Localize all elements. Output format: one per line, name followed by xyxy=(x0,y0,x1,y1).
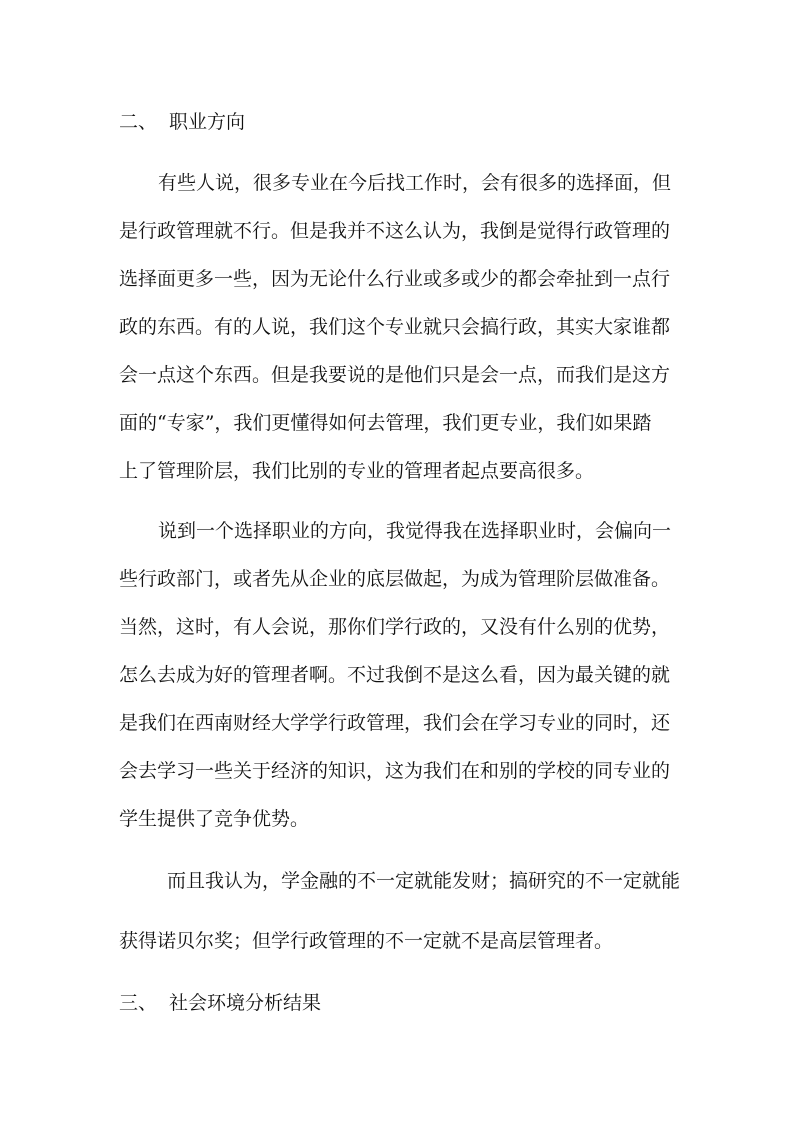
paragraph-line: 当然，这时，有人会说，那你们学行政的，又没有什么别的优势， xyxy=(119,616,671,638)
section-number: 三、 xyxy=(119,992,158,1014)
paragraph-line: 上了管理阶层，我们比别的专业的管理者起点要高很多。 xyxy=(119,460,595,482)
section-title: 职业方向 xyxy=(169,111,246,133)
paragraph-line: 面的“专家”，我们更懂得如何去管理，我们更专业，我们如果踏 xyxy=(119,412,652,434)
paragraph-line: 是行政管理就不行。但是我并不这么认为，我倒是觉得行政管理的 xyxy=(119,220,671,242)
paragraph-line: 政的东西。有的人说，我们这个专业就只会搞行政，其实大家谁都 xyxy=(119,316,671,338)
paragraph-line: 选择面更多一些，因为无论什么行业或多或少的都会牵扯到一点行 xyxy=(119,268,671,290)
paragraph-line: 怎么去成为好的管理者啊。不过我倒不是这么看，因为最关键的就 xyxy=(119,664,671,686)
section-number: 二、 xyxy=(119,111,158,133)
paragraph-line: 是我们在西南财经大学学行政管理，我们会在学习专业的同时，还 xyxy=(119,712,671,734)
paragraph-line: 学生提供了竞争优势。 xyxy=(119,808,310,830)
section-title: 社会环境分析结果 xyxy=(169,992,322,1014)
paragraph-line: 会去学习一些关于经济的知识，这为我们在和别的学校的同专业的 xyxy=(119,760,671,782)
paragraph-line: 有些人说，很多专业在今后找工作时，会有很多的选择面，但 xyxy=(158,172,672,194)
paragraph-line: 会一点这个东西。但是我要说的是他们只是会一点，而我们是这方 xyxy=(119,364,671,386)
paragraph-line: 获得诺贝尔奖；但学行政管理的不一定就不是高层管理者。 xyxy=(119,930,614,952)
paragraph-line: 而且我认为，学金融的不一定就能发财；搞研究的不一定就能 xyxy=(167,870,681,892)
section-heading-career-direction xyxy=(119,110,245,134)
paragraph-line: 些行政部门，或者先从企业的底层做起，为成为管理阶层做准备。 xyxy=(119,568,671,590)
paragraph-line: 说到一个选择职业的方向，我觉得我在选择职业时，会偏向一 xyxy=(158,520,672,542)
section-heading-social-environment xyxy=(119,991,321,1015)
